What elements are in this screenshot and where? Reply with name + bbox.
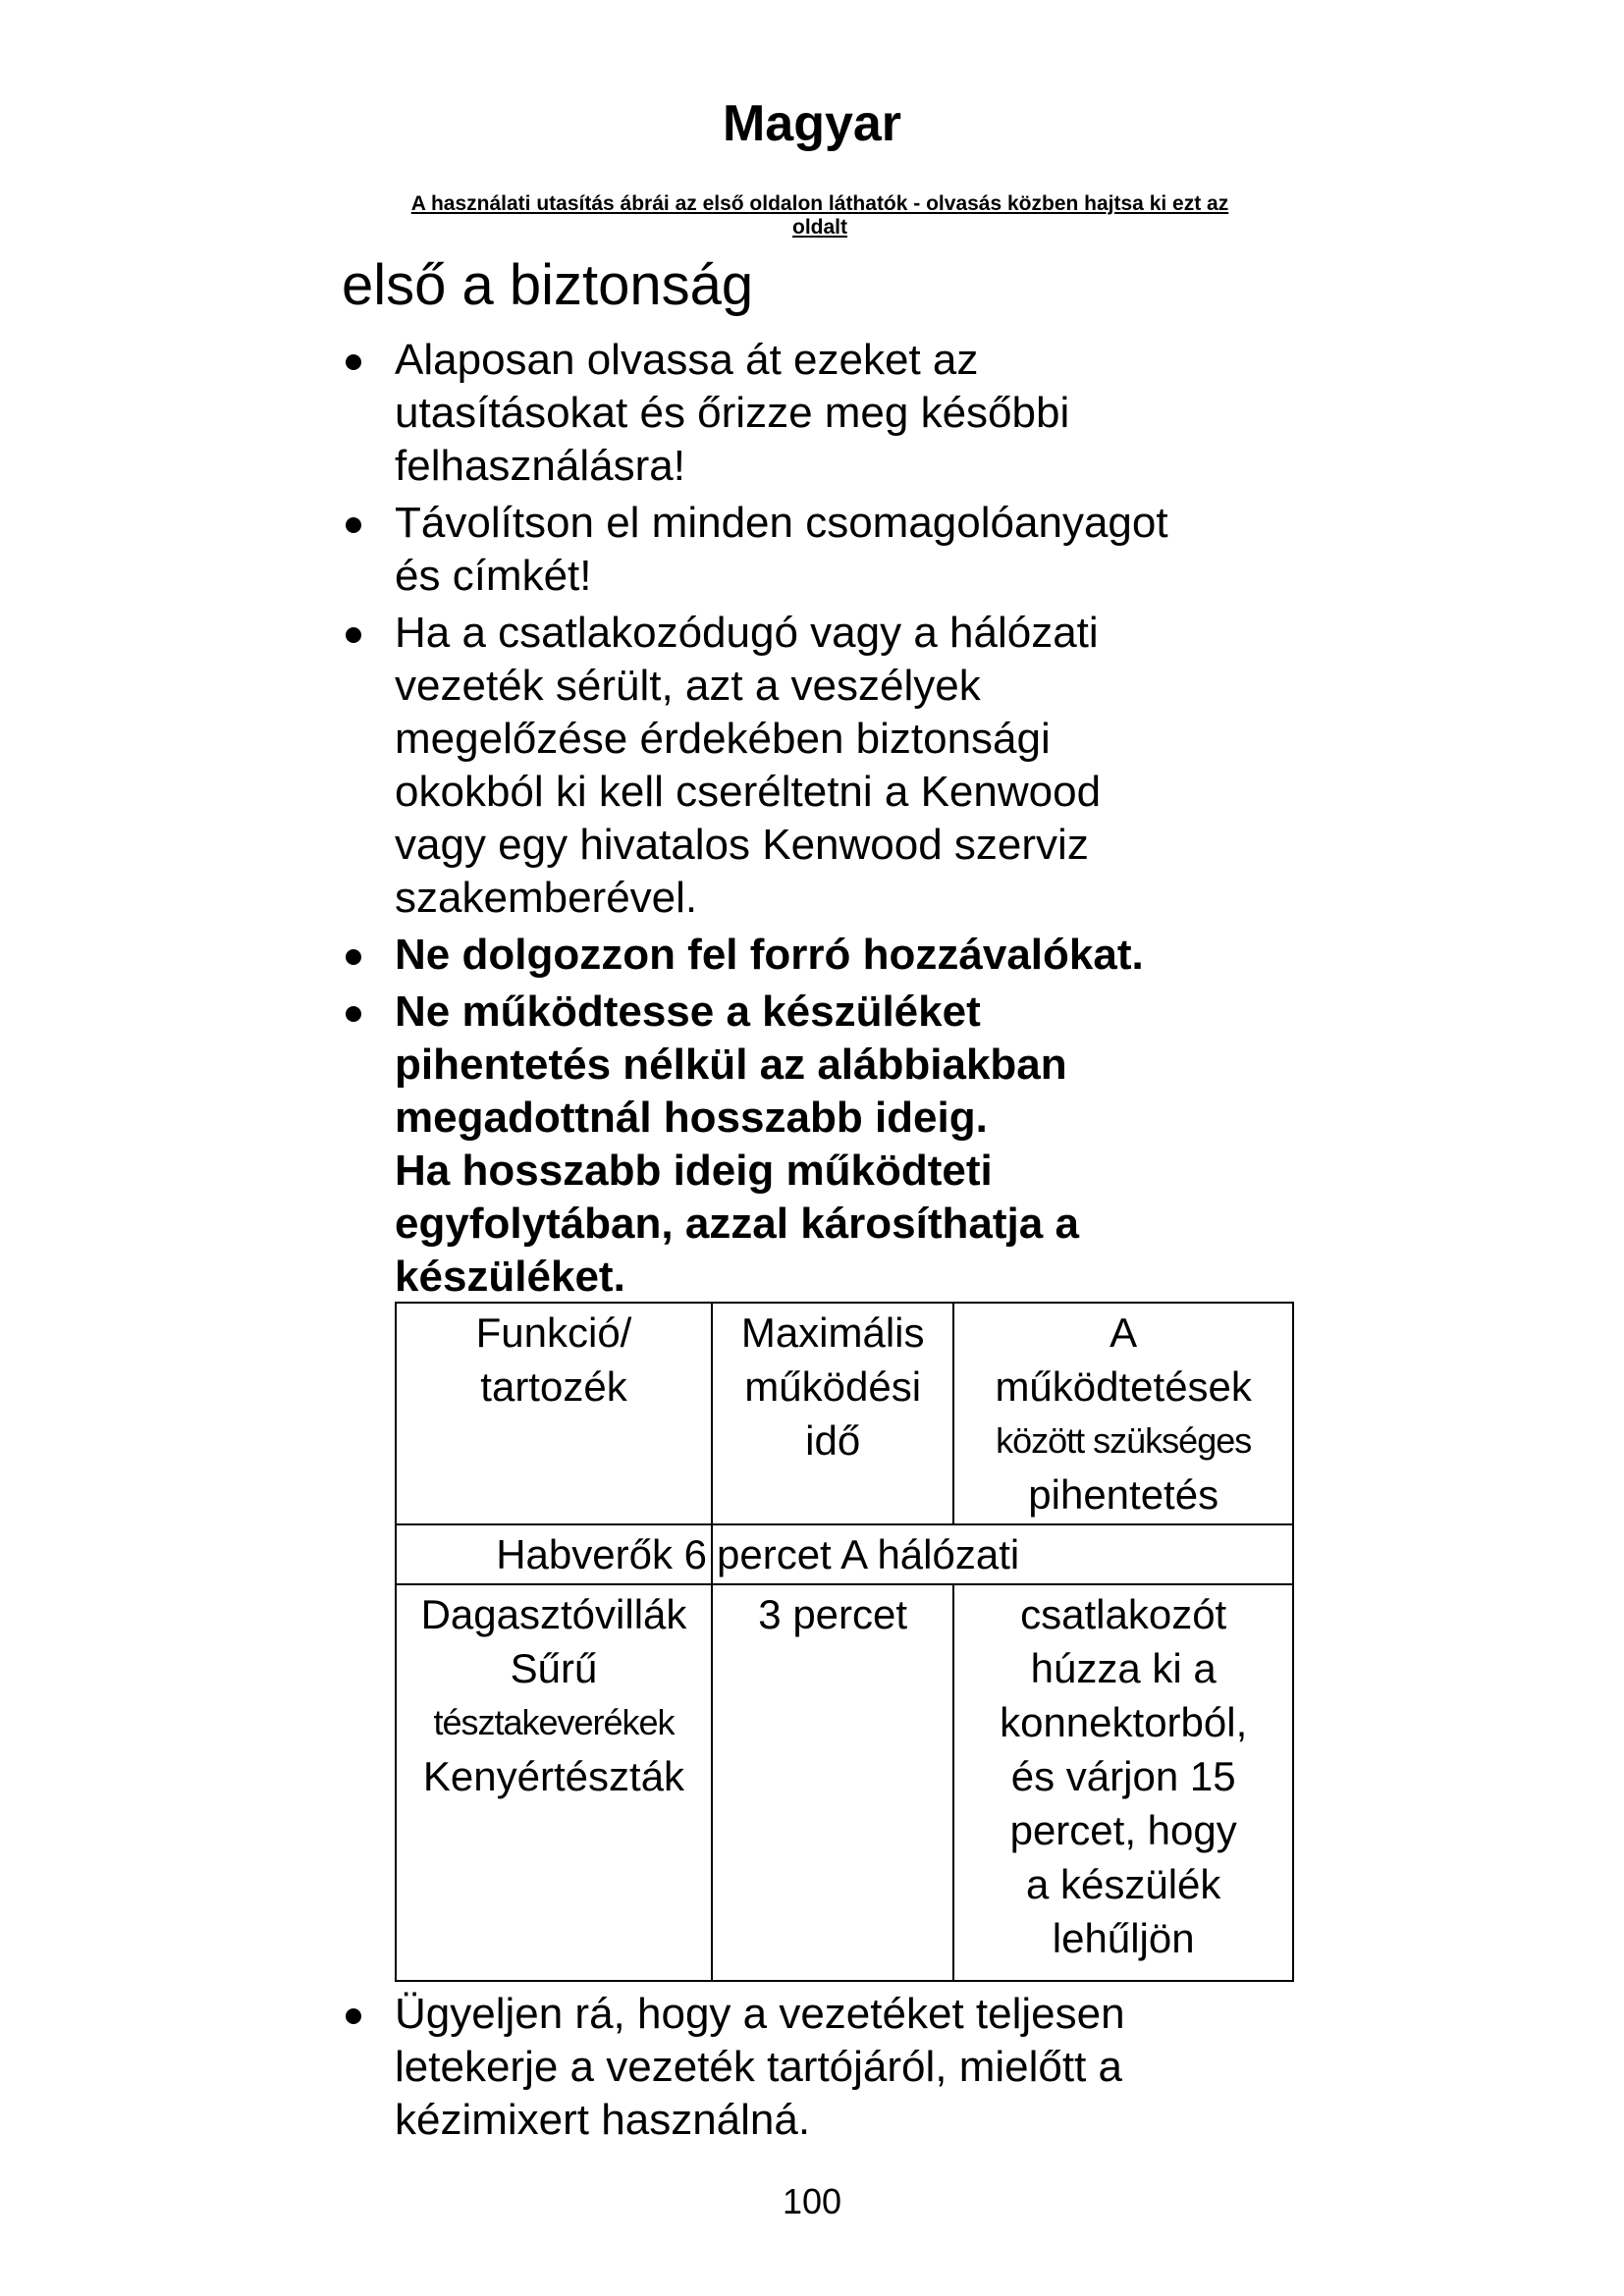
list-item-line: Ne dolgozzon fel forró hozzávalókat. xyxy=(395,931,1144,979)
cell-line: a készülék xyxy=(1025,1861,1221,1907)
cell-line: konnektorból, xyxy=(1000,1699,1248,1745)
cell-line: csatlakozót xyxy=(1020,1591,1227,1637)
header-cell-max-time xyxy=(712,1303,953,1524)
cell-line: Kenyértészták xyxy=(422,1753,685,1799)
cell-line: Funkció/ xyxy=(475,1309,632,1356)
header-cell-rest-time xyxy=(953,1303,1293,1524)
list-item xyxy=(334,607,1316,925)
table-cell xyxy=(396,1584,712,1981)
cell-line: Sűrű xyxy=(510,1645,598,1691)
bullet-icon xyxy=(346,354,361,370)
list-item-line: Távolítson el minden csomagolóanyagot xyxy=(395,499,1168,547)
cell-line: tésztakeverékek xyxy=(433,1702,675,1742)
table-cell xyxy=(953,1584,1293,1981)
list-item-line: Ne működtesse a készüléket xyxy=(395,988,981,1036)
list-item xyxy=(334,497,1316,603)
list-item-line: Ügyeljen rá, hogy a vezetéket teljesen xyxy=(395,1990,1125,2038)
list-item-line: egyfolytában, azzal károsíthatja a xyxy=(395,1200,1079,1248)
cell-line: percet, hogy xyxy=(1009,1807,1237,1853)
table-cell: percet A hálózati xyxy=(712,1524,1293,1584)
list-item-line: vagy egy hivatalos Kenwood szerviz xyxy=(395,821,1089,869)
table-cell: Habverők 6 xyxy=(396,1524,712,1584)
cell-line: működtetések xyxy=(995,1363,1252,1410)
list-item-line: utasításokat és őrizze meg későbbi xyxy=(395,389,1070,437)
list-item-line: készüléket. xyxy=(395,1253,625,1301)
list-item-line: felhasználásra! xyxy=(395,442,685,490)
operating-time-table xyxy=(395,1302,1294,1982)
list-item xyxy=(334,1988,1316,2147)
list-item-line: pihentetés nélkül az alábbiakban xyxy=(395,1041,1067,1089)
table-cell: 3 percet xyxy=(712,1584,953,1981)
section-heading: első a biztonság xyxy=(342,253,754,317)
bullet-icon xyxy=(346,949,361,965)
list-item-line: vezeték sérült, azt a veszélyek xyxy=(395,662,981,710)
figure-note xyxy=(344,192,1296,240)
table-row xyxy=(396,1524,1293,1584)
list-item-line: megelőzése érdekében biztonsági xyxy=(395,715,1051,763)
header-cell-function xyxy=(396,1303,712,1524)
figure-note-line-2: oldalt xyxy=(792,216,847,239)
cell-line: és várjon 15 xyxy=(1010,1753,1236,1799)
list-item-line: Ha hosszabb ideig működteti xyxy=(395,1147,993,1195)
bullet-icon xyxy=(346,627,361,643)
cell-line: Maximális xyxy=(740,1309,925,1356)
cell-line: idő xyxy=(805,1417,861,1464)
list-item-line: Alaposan olvassa át ezeket az xyxy=(395,336,979,384)
cell-line: A xyxy=(1110,1309,1138,1356)
bullet-icon xyxy=(346,517,361,533)
bullet-icon xyxy=(346,2008,361,2024)
list-item-line: letekerje a vezeték tartójáról, mielőtt a xyxy=(395,2043,1123,2091)
bullet-icon xyxy=(346,1006,361,1022)
cell-line: lehűljön xyxy=(1052,1915,1195,1961)
cell-line: Dagasztóvillák xyxy=(420,1591,687,1637)
list-item xyxy=(334,986,1316,1304)
safety-list-continued xyxy=(334,1988,1316,2147)
cell-line: működési xyxy=(744,1363,922,1410)
cell-line: pihentetés xyxy=(1028,1471,1219,1518)
list-item-line: Ha a csatlakozódugó vagy a hálózati xyxy=(395,609,1099,657)
cell-line: húzza ki a xyxy=(1030,1645,1217,1691)
list-item-line: és címkét! xyxy=(395,552,592,600)
cell-line: között szükséges xyxy=(996,1420,1252,1461)
table-header-row xyxy=(396,1303,1293,1524)
list-item xyxy=(334,334,1316,493)
page-number: 100 xyxy=(782,2181,842,2221)
list-item xyxy=(334,929,1316,982)
figure-note-line-1: A használati utasítás ábrái az első oldalon láthatók - olvasás közben hajtsa ki ezt az xyxy=(410,192,1229,215)
page-title: Magyar xyxy=(722,95,902,152)
list-item-line: kézimixert használná. xyxy=(395,2096,811,2144)
table-row xyxy=(396,1584,1293,1981)
list-item-line: megadottnál hosszabb ideig. xyxy=(395,1094,988,1142)
safety-list xyxy=(334,334,1316,1304)
list-item-line: okokból ki kell cseréltetni a Kenwood xyxy=(395,768,1102,816)
cell-line: tartozék xyxy=(480,1363,627,1410)
list-item-line: szakemberével. xyxy=(395,874,698,922)
